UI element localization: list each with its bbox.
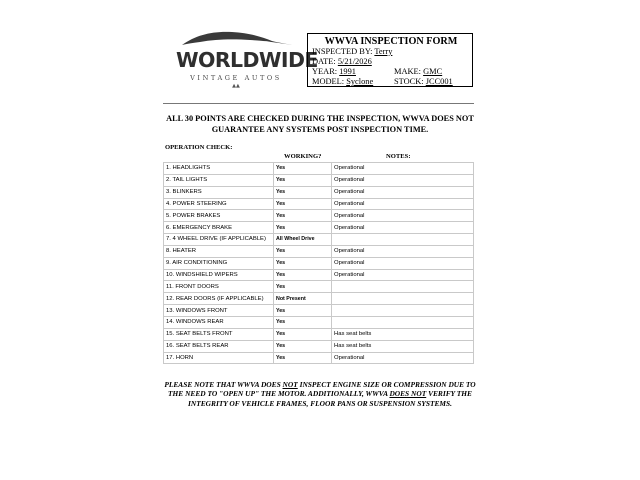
year-label: YEAR: bbox=[312, 67, 338, 76]
logo-wordmark: WORLDWIDE bbox=[176, 48, 318, 72]
operation-check-rows bbox=[164, 163, 474, 364]
check-item-working: Yes bbox=[274, 186, 332, 198]
year-value: 1991 bbox=[339, 67, 356, 76]
check-item-label: 2. TAIL LIGHTS bbox=[164, 174, 274, 186]
stock-label: STOCK: bbox=[394, 77, 424, 86]
inspection-notice: ALL 30 POINTS ARE CHECKED DURING THE INSPECTION, WWVA DOES NOT GUARANTEE ANY SYSTEMS POST INSPECTION TIME. bbox=[166, 114, 474, 134]
check-item-working: Yes bbox=[274, 352, 332, 364]
stock-row bbox=[394, 77, 453, 86]
check-item-notes: Operational bbox=[332, 245, 474, 257]
check-row bbox=[164, 174, 474, 186]
check-item-notes: Has seat belts bbox=[332, 328, 474, 340]
check-item-label: 10. WINDSHIELD WIPERS bbox=[164, 269, 274, 281]
notes-column-header: NOTES: bbox=[386, 153, 411, 160]
year-row bbox=[312, 67, 356, 76]
check-item-notes bbox=[332, 281, 474, 293]
check-row bbox=[164, 305, 474, 317]
check-item-label: 13. WINDOWS FRONT bbox=[164, 305, 274, 317]
company-logo bbox=[176, 26, 318, 92]
check-item-label: 3. BLINKERS bbox=[164, 186, 274, 198]
check-item-label: 9. AIR CONDITIONING bbox=[164, 257, 274, 269]
check-row bbox=[164, 163, 474, 175]
form-title: WWVA INSPECTION FORM bbox=[324, 36, 458, 47]
check-row bbox=[164, 245, 474, 257]
check-item-working: Yes bbox=[274, 210, 332, 222]
check-item-working: Yes bbox=[274, 174, 332, 186]
inspection-header-box bbox=[307, 33, 473, 87]
check-item-notes: Operational bbox=[332, 222, 474, 234]
check-row bbox=[164, 186, 474, 198]
check-row bbox=[164, 257, 474, 269]
check-item-notes bbox=[332, 234, 474, 246]
check-item-working: Yes bbox=[274, 245, 332, 257]
inspected-by-row bbox=[312, 47, 392, 56]
check-item-working: Yes bbox=[274, 269, 332, 281]
check-row bbox=[164, 340, 474, 352]
disclaimer-not: NOT bbox=[282, 380, 298, 389]
working-column-header: WORKING? bbox=[284, 153, 322, 160]
check-item-working: Yes bbox=[274, 163, 332, 175]
disclaimer-footnote bbox=[163, 380, 477, 408]
check-row bbox=[164, 281, 474, 293]
disclaimer-text-1: PLEASE NOTE THAT WWVA DOES bbox=[164, 380, 283, 389]
check-item-label: 7. 4 WHEEL DRIVE (IF APPLICABLE) bbox=[164, 234, 274, 246]
make-value: GMC bbox=[423, 67, 443, 76]
check-item-notes bbox=[332, 316, 474, 328]
check-item-notes: Operational bbox=[332, 210, 474, 222]
check-item-notes bbox=[332, 305, 474, 317]
model-value: Syclone bbox=[346, 77, 374, 86]
check-item-label: 14. WINDOWS REAR bbox=[164, 316, 274, 328]
operation-check-heading: OPERATION CHECK: bbox=[165, 144, 233, 151]
model-label: MODEL: bbox=[312, 77, 345, 86]
check-item-notes: Operational bbox=[332, 174, 474, 186]
logo-emblem-icon: ▲▲ bbox=[232, 83, 240, 89]
check-item-notes bbox=[332, 293, 474, 305]
check-row bbox=[164, 316, 474, 328]
check-row bbox=[164, 210, 474, 222]
check-item-working: Yes bbox=[274, 222, 332, 234]
check-item-working: All Wheel Drive bbox=[274, 234, 332, 246]
check-item-working: Yes bbox=[274, 281, 332, 293]
check-row bbox=[164, 352, 474, 364]
model-row bbox=[312, 77, 373, 86]
check-item-label: 8. HEATER bbox=[164, 245, 274, 257]
check-item-label: 4. POWER STEERING bbox=[164, 198, 274, 210]
disclaimer-text-3: VERIFY THE INTEGRITY OF VEHICLE FRAMES, FLOOR PANS OR SUSPENSION SYSTEMS. bbox=[188, 389, 472, 408]
check-item-label: 16. SEAT BELTS REAR bbox=[164, 340, 274, 352]
header-divider bbox=[163, 103, 474, 104]
date-label: DATE: bbox=[312, 57, 336, 66]
check-item-notes: Operational bbox=[332, 198, 474, 210]
logo-tagline: VINTAGE AUTOS bbox=[190, 74, 282, 82]
check-item-notes: Operational bbox=[332, 163, 474, 175]
check-item-working: Yes bbox=[274, 257, 332, 269]
car-silhouette-icon bbox=[176, 26, 296, 50]
check-item-working: Yes bbox=[274, 328, 332, 340]
stock-value: JCC001 bbox=[425, 77, 453, 86]
check-item-notes: Operational bbox=[332, 352, 474, 364]
disclaimer-text-2: INSPECT ENGINE SIZE OR COMPRESSION DUE TO THE NEED TO "OPEN UP" THE MOTOR. ADDITIONALLY, WWVA bbox=[168, 380, 476, 399]
check-row bbox=[164, 269, 474, 281]
operation-check-table bbox=[163, 162, 474, 364]
check-item-notes: Has seat belts bbox=[332, 340, 474, 352]
date-row bbox=[312, 57, 372, 66]
check-item-working: Yes bbox=[274, 316, 332, 328]
make-row bbox=[394, 67, 442, 76]
check-item-label: 1. HEADLIGHTS bbox=[164, 163, 274, 175]
check-item-notes: Operational bbox=[332, 257, 474, 269]
check-item-label: 17. HORN bbox=[164, 352, 274, 364]
check-item-notes: Operational bbox=[332, 269, 474, 281]
check-row bbox=[164, 293, 474, 305]
check-item-notes: Operational bbox=[332, 186, 474, 198]
inspected-by-value: Terry bbox=[374, 47, 393, 56]
check-row bbox=[164, 222, 474, 234]
check-row bbox=[164, 198, 474, 210]
check-item-label: 6. EMERGENCY BRAKE bbox=[164, 222, 274, 234]
check-item-working: Not Present bbox=[274, 293, 332, 305]
date-value: 5/21/2026 bbox=[337, 57, 372, 66]
disclaimer-does-not: DOES NOT bbox=[389, 389, 427, 399]
check-row bbox=[164, 328, 474, 340]
check-item-label: 12. REAR DOORS (IF APPLICABLE) bbox=[164, 293, 274, 305]
check-item-working: Yes bbox=[274, 305, 332, 317]
check-item-label: 15. SEAT BELTS FRONT bbox=[164, 328, 274, 340]
make-label: MAKE: bbox=[394, 67, 421, 76]
check-item-label: 5. POWER BRAKES bbox=[164, 210, 274, 222]
inspected-by-label: INSPECTED BY: bbox=[312, 47, 373, 56]
check-item-working: Yes bbox=[274, 340, 332, 352]
check-item-working: Yes bbox=[274, 198, 332, 210]
check-item-label: 11. FRONT DOORS bbox=[164, 281, 274, 293]
check-row bbox=[164, 234, 474, 246]
